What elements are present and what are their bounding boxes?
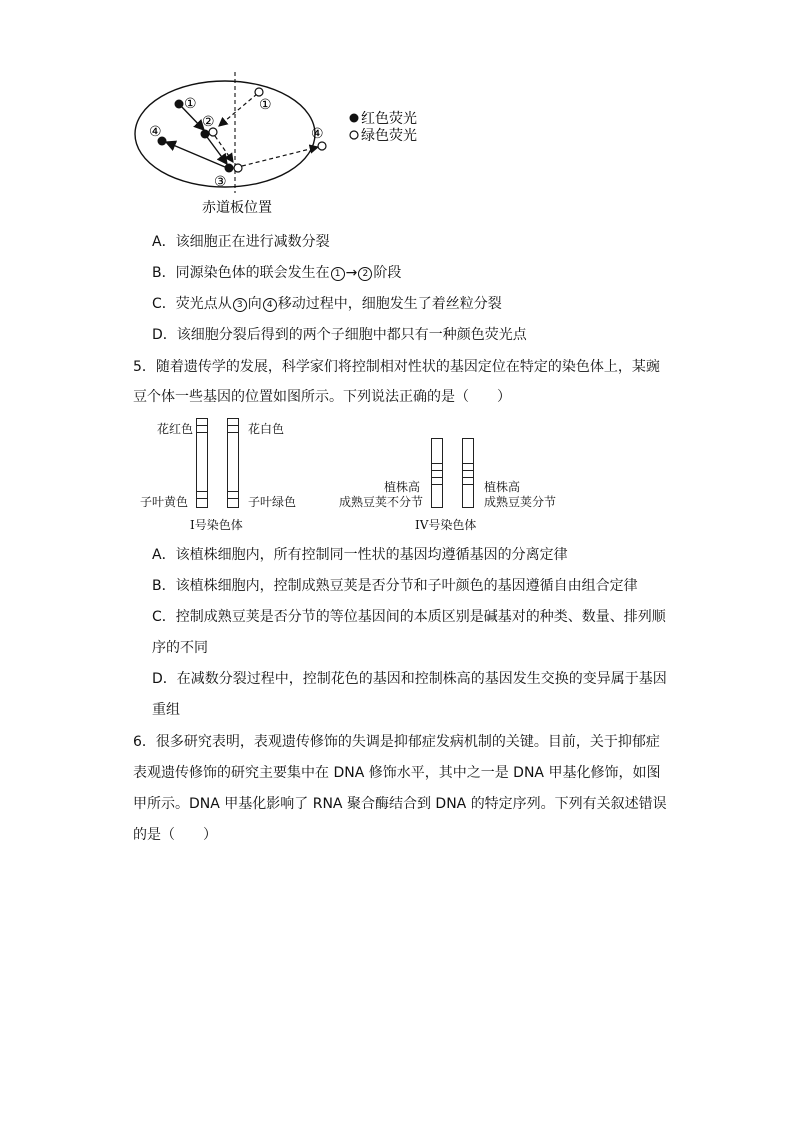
q5-option-b: B．该植株细胞内，控制成熟豆荚是否分节和子叶颜色的基因遵循自由组合定律 <box>152 578 638 594</box>
cell-outline <box>135 81 315 187</box>
legend-red-dot <box>350 114 359 123</box>
label-pod-left: 成熟豆荚不分节 <box>339 495 424 509</box>
q4-option-a: A．该细胞正在进行减数分裂 <box>152 234 330 250</box>
q5-option-a: A．该植株细胞内，所有控制同一性状的基因均遵循基因的分离定律 <box>152 547 568 563</box>
label-leaf-yellow: 子叶黄色 <box>140 495 189 509</box>
circled-2: 2 <box>358 267 372 281</box>
chromosome-4-left <box>431 438 443 508</box>
circled-4: 4 <box>263 298 277 312</box>
q6-stem-line-3: 甲所示。DNA 甲基化影响了 RNA 聚合酶结合到 DNA 的特定序列。下列有关叙述错误 <box>133 796 667 812</box>
label-1: ① <box>184 96 197 112</box>
label-flower-white: 花白色 <box>248 422 285 436</box>
label-1b: ① <box>259 97 272 113</box>
q5-option-d-line-1: D．在减数分裂过程中，控制花色的基因和控制株高的基因发生交换的变异属于基因 <box>152 671 667 687</box>
green-dot-4 <box>318 142 326 150</box>
cell-diagram <box>125 68 435 218</box>
q5-option-c-line-2: 序的不同 <box>152 640 208 656</box>
chromosome-1-caption: I号染色体 <box>190 518 243 532</box>
red-path-3-4 <box>166 142 225 167</box>
q4-option-d: D．该细胞分裂后得到的两个子细胞中都只有一种颜色荧光点 <box>152 327 527 343</box>
q6-stem-line-4: 的是（ ） <box>133 827 217 843</box>
legend-green-dot <box>350 131 358 139</box>
green-path-1-2 <box>219 94 257 126</box>
label-4: ④ <box>149 124 162 140</box>
green-dot-3 <box>234 164 242 172</box>
q6-stem-line-2: 表观遗传修饰的研究主要集中在 DNA 修饰水平，其中之一是 DNA 甲基化修饰，如图 <box>133 765 661 781</box>
label-pod-right: 成熟豆荚分节 <box>484 495 557 509</box>
label-flower-red: 花红色 <box>157 422 194 436</box>
q6-stem-line-1: 6．很多研究表明，表观遗传修饰的失调是抑郁症发病机制的关键。目前，关于抑郁症 <box>133 734 660 750</box>
label-2: ② <box>202 114 215 130</box>
label-tall-left: 植株高 <box>384 480 421 494</box>
q4-option-c: C．荧光点从 3 向 4 移动过程中，细胞发生了着丝粒分裂 <box>152 296 502 312</box>
q4-option-b: B．同源染色体的联会发生在 1 → 2 阶段 <box>152 265 402 281</box>
q5-stem-line-1: 5．随着遗传学的发展，科学家们将控制相对性状的基因定位在特定的染色体上，某豌 <box>133 359 660 375</box>
cell-diagram-svg <box>125 68 435 218</box>
chromosome-4-caption: IV号染色体 <box>415 518 477 532</box>
green-path-2-3 <box>215 136 233 162</box>
chromosome-4-right <box>462 438 474 508</box>
chromosome-1-left <box>196 418 208 508</box>
q5-option-c-line-1: C．控制成熟豆荚是否分节的等位基因间的本质区别是碱基对的种类、数量、排列顺 <box>152 609 666 625</box>
label-tall-right: 植株高 <box>484 480 521 494</box>
red-dot-1 <box>175 100 184 109</box>
legend-green-label: 绿色荧光 <box>361 128 417 144</box>
chromosome-1-right <box>227 418 239 508</box>
figure-caption: 赤道板位置 <box>202 200 272 216</box>
green-dot-1 <box>255 88 263 96</box>
circled-1: 1 <box>331 267 345 281</box>
red-dot-2 <box>201 130 210 139</box>
legend-red-label: 红色荧光 <box>361 111 417 127</box>
label-3: ③ <box>214 174 227 190</box>
chromosome-figure <box>130 414 580 538</box>
label-leaf-green: 子叶绿色 <box>248 495 297 509</box>
red-dot-3 <box>225 164 234 173</box>
q5-stem-line-2: 豆个体一些基因的位置如图所示。下列说法正确的是（ ） <box>133 389 511 405</box>
q5-option-d-line-2: 重组 <box>152 702 180 718</box>
circled-3: 3 <box>233 298 247 312</box>
label-4b: ④ <box>311 126 324 142</box>
